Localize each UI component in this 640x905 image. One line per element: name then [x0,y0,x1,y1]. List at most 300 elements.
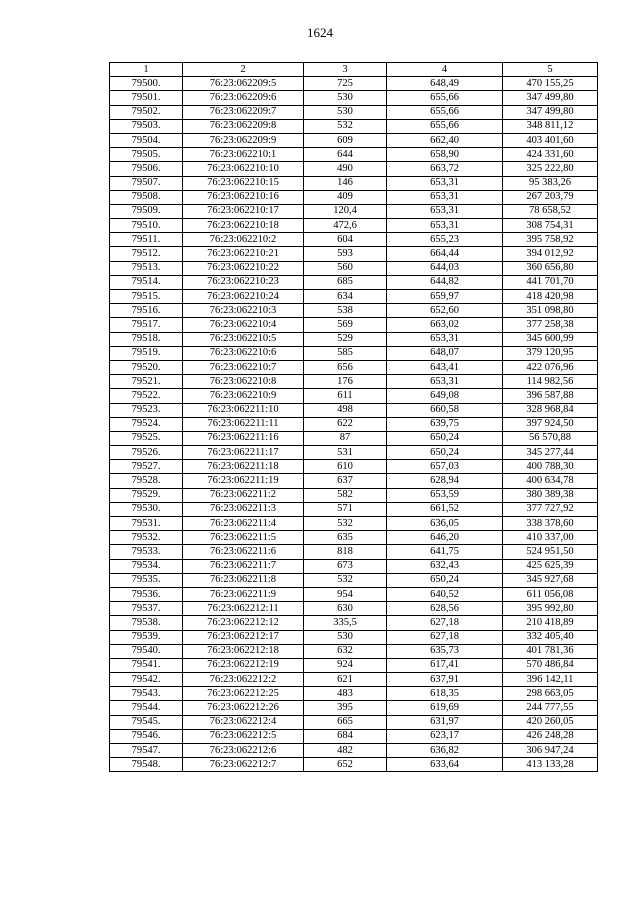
row-number-cell: 79543. [110,687,183,701]
cadastral-number-cell: 76:23:062212:12 [183,616,304,630]
table-row [110,545,598,559]
table-row [110,176,598,190]
rate-cell: 659,97 [387,290,503,304]
row-number-cell: 79508. [110,190,183,204]
cadastral-number-cell: 76:23:062210:7 [183,360,304,374]
table-row [110,502,598,516]
row-number-cell: 79533. [110,545,183,559]
value-cell: 298 663,05 [503,687,598,701]
table-row [110,304,598,318]
row-number-cell: 79500. [110,77,183,91]
cadastral-number-cell: 76:23:062211:3 [183,502,304,516]
rate-cell: 653,31 [387,190,503,204]
area-cell: 593 [304,247,387,261]
area-cell: 622 [304,417,387,431]
value-cell: 394 012,92 [503,247,598,261]
cadastral-number-cell: 76:23:062210:15 [183,176,304,190]
area-cell: 604 [304,233,387,247]
cadastral-number-cell: 76:23:062210:22 [183,261,304,275]
table-row [110,162,598,176]
cadastral-number-cell: 76:23:062210:18 [183,219,304,233]
cadastral-number-cell: 76:23:062212:7 [183,758,304,772]
table-row [110,247,598,261]
cadastral-number-cell: 76:23:062210:16 [183,190,304,204]
cadastral-number-cell: 76:23:062210:2 [183,233,304,247]
table-row [110,673,598,687]
rate-cell: 644,82 [387,275,503,289]
rate-cell: 655,66 [387,105,503,119]
area-cell: 582 [304,488,387,502]
table-row [110,389,598,403]
rate-cell: 658,90 [387,148,503,162]
cadastral-number-cell: 76:23:062211:6 [183,545,304,559]
rate-cell: 653,31 [387,204,503,218]
table-row [110,417,598,431]
area-cell: 652 [304,758,387,772]
column-header: 1 [110,63,183,77]
table-row [110,290,598,304]
row-number-cell: 79538. [110,616,183,630]
area-cell: 560 [304,261,387,275]
row-number-cell: 79519. [110,346,183,360]
area-cell: 335,5 [304,616,387,630]
table-row [110,573,598,587]
cadastral-number-cell: 76:23:062210:23 [183,275,304,289]
row-number-cell: 79501. [110,91,183,105]
table-row [110,715,598,729]
area-cell: 532 [304,573,387,587]
area-cell: 498 [304,403,387,417]
value-cell: 347 499,80 [503,105,598,119]
cadastral-number-cell: 76:23:062212:2 [183,673,304,687]
row-number-cell: 79517. [110,318,183,332]
page-number: 1624 [307,25,333,40]
area-cell: 673 [304,559,387,573]
area-cell: 656 [304,360,387,374]
table-row [110,148,598,162]
area-cell: 529 [304,332,387,346]
row-number-cell: 79541. [110,658,183,672]
row-number-cell: 79548. [110,758,183,772]
area-cell: 409 [304,190,387,204]
table-row [110,729,598,743]
cadastral-number-cell: 76:23:062211:18 [183,460,304,474]
area-cell: 532 [304,119,387,133]
table-row [110,346,598,360]
cadastral-number-cell: 76:23:062209:8 [183,119,304,133]
rate-cell: 655,66 [387,91,503,105]
cadastral-number-cell: 76:23:062211:19 [183,474,304,488]
value-cell: 267 203,79 [503,190,598,204]
cadastral-number-cell: 76:23:062212:26 [183,701,304,715]
table-body [110,63,598,772]
rate-cell: 653,31 [387,176,503,190]
value-cell: 338 378,60 [503,517,598,531]
area-cell: 632 [304,644,387,658]
cadastral-number-cell: 76:23:062212:25 [183,687,304,701]
row-number-cell: 79539. [110,630,183,644]
cadastral-number-cell: 76:23:062212:18 [183,644,304,658]
area-cell: 685 [304,275,387,289]
row-number-cell: 79537. [110,602,183,616]
cadastral-number-cell: 76:23:062210:10 [183,162,304,176]
rate-cell: 632,43 [387,559,503,573]
cadastral-number-cell: 76:23:062212:6 [183,744,304,758]
value-cell: 396 587,88 [503,389,598,403]
area-cell: 818 [304,545,387,559]
table-row [110,687,598,701]
row-number-cell: 79515. [110,290,183,304]
table-row [110,446,598,460]
row-number-cell: 79528. [110,474,183,488]
column-header: 4 [387,63,503,77]
table-row [110,644,598,658]
cadastral-number-cell: 76:23:062211:8 [183,573,304,587]
data-table [109,62,598,772]
rate-cell: 663,72 [387,162,503,176]
cadastral-number-cell: 76:23:062211:2 [183,488,304,502]
area-cell: 634 [304,290,387,304]
rate-cell: 650,24 [387,446,503,460]
table-row [110,403,598,417]
row-number-cell: 79511. [110,233,183,247]
row-number-cell: 79521. [110,375,183,389]
value-cell: 395 758,92 [503,233,598,247]
area-cell: 87 [304,431,387,445]
column-header: 2 [183,63,304,77]
area-cell: 621 [304,673,387,687]
table-row [110,275,598,289]
rate-cell: 661,52 [387,502,503,516]
area-cell: 490 [304,162,387,176]
column-header: 3 [304,63,387,77]
value-cell: 611 056,08 [503,587,598,601]
value-cell: 570 486,84 [503,658,598,672]
rate-cell: 649,08 [387,389,503,403]
table-row [110,559,598,573]
area-cell: 395 [304,701,387,715]
rate-cell: 627,18 [387,616,503,630]
table-row [110,119,598,133]
cadastral-number-cell: 76:23:062210:1 [183,148,304,162]
rate-cell: 653,59 [387,488,503,502]
value-cell: 425 625,39 [503,559,598,573]
area-cell: 635 [304,531,387,545]
cadastral-number-cell: 76:23:062209:5 [183,77,304,91]
row-number-cell: 79523. [110,403,183,417]
area-cell: 176 [304,375,387,389]
row-number-cell: 79503. [110,119,183,133]
table-row [110,616,598,630]
table-row [110,375,598,389]
table-row [110,602,598,616]
cadastral-number-cell: 76:23:062209:9 [183,133,304,147]
value-cell: 56 570,88 [503,431,598,445]
rate-cell: 664,44 [387,247,503,261]
row-number-cell: 79505. [110,148,183,162]
value-cell: 95 383,26 [503,176,598,190]
row-number-cell: 79504. [110,133,183,147]
area-cell: 609 [304,133,387,147]
value-cell: 420 260,05 [503,715,598,729]
table-row [110,701,598,715]
cadastral-number-cell: 76:23:062212:5 [183,729,304,743]
cadastral-number-cell: 76:23:062210:21 [183,247,304,261]
table-row [110,431,598,445]
value-cell: 244 777,55 [503,701,598,715]
table-row [110,133,598,147]
value-cell: 524 951,50 [503,545,598,559]
row-number-cell: 79516. [110,304,183,318]
rate-cell: 653,31 [387,375,503,389]
row-number-cell: 79546. [110,729,183,743]
table-row [110,77,598,91]
rate-cell: 635,73 [387,644,503,658]
value-cell: 351 098,80 [503,304,598,318]
rate-cell: 636,05 [387,517,503,531]
column-header: 5 [503,63,598,77]
cadastral-number-cell: 76:23:062210:6 [183,346,304,360]
row-number-cell: 79518. [110,332,183,346]
value-cell: 377 258,38 [503,318,598,332]
area-cell: 637 [304,474,387,488]
row-number-cell: 79547. [110,744,183,758]
rate-cell: 639,75 [387,417,503,431]
value-cell: 348 811,12 [503,119,598,133]
row-number-cell: 79526. [110,446,183,460]
table-row [110,630,598,644]
area-cell: 146 [304,176,387,190]
cadastral-number-cell: 76:23:062210:17 [183,204,304,218]
table-row [110,318,598,332]
cadastral-number-cell: 76:23:062211:16 [183,431,304,445]
value-cell: 379 120,95 [503,346,598,360]
area-cell: 924 [304,658,387,672]
cadastral-number-cell: 76:23:062210:8 [183,375,304,389]
area-cell: 472,6 [304,219,387,233]
table-row [110,204,598,218]
cadastral-number-cell: 76:23:062211:4 [183,517,304,531]
area-cell: 571 [304,502,387,516]
cadastral-number-cell: 76:23:062210:4 [183,318,304,332]
row-number-cell: 79529. [110,488,183,502]
table-row [110,460,598,474]
rate-cell: 648,49 [387,77,503,91]
rate-cell: 648,07 [387,346,503,360]
rate-cell: 663,02 [387,318,503,332]
cadastral-number-cell: 76:23:062212:19 [183,658,304,672]
area-cell: 530 [304,105,387,119]
value-cell: 332 405,40 [503,630,598,644]
table-row [110,190,598,204]
row-number-cell: 79502. [110,105,183,119]
cadastral-number-cell: 76:23:062212:11 [183,602,304,616]
rate-cell: 627,18 [387,630,503,644]
value-cell: 345 600,99 [503,332,598,346]
rate-cell: 657,03 [387,460,503,474]
value-cell: 78 658,52 [503,204,598,218]
row-number-cell: 79522. [110,389,183,403]
rate-cell: 650,24 [387,573,503,587]
value-cell: 410 337,00 [503,531,598,545]
row-number-cell: 79513. [110,261,183,275]
value-cell: 380 389,38 [503,488,598,502]
value-cell: 400 788,30 [503,460,598,474]
value-cell: 114 982,56 [503,375,598,389]
area-cell: 538 [304,304,387,318]
area-cell: 630 [304,602,387,616]
area-cell: 482 [304,744,387,758]
rate-cell: 617,41 [387,658,503,672]
row-number-cell: 79535. [110,573,183,587]
row-number-cell: 79545. [110,715,183,729]
value-cell: 325 222,80 [503,162,598,176]
rate-cell: 636,82 [387,744,503,758]
row-number-cell: 79536. [110,587,183,601]
area-cell: 531 [304,446,387,460]
rate-cell: 644,03 [387,261,503,275]
table-row [110,332,598,346]
value-cell: 426 248,28 [503,729,598,743]
rate-cell: 628,94 [387,474,503,488]
row-number-cell: 79520. [110,360,183,374]
cadastral-number-cell: 76:23:062210:9 [183,389,304,403]
row-number-cell: 79544. [110,701,183,715]
table-row [110,219,598,233]
value-cell: 413 133,28 [503,758,598,772]
value-cell: 424 331,60 [503,148,598,162]
area-cell: 530 [304,91,387,105]
area-cell: 665 [304,715,387,729]
value-cell: 401 781,36 [503,644,598,658]
area-cell: 569 [304,318,387,332]
rate-cell: 631,97 [387,715,503,729]
table-row [110,105,598,119]
rate-cell: 646,20 [387,531,503,545]
row-number-cell: 79512. [110,247,183,261]
row-number-cell: 79509. [110,204,183,218]
cadastral-number-cell: 76:23:062212:17 [183,630,304,644]
value-cell: 418 420,98 [503,290,598,304]
rate-cell: 643,41 [387,360,503,374]
rate-cell: 641,75 [387,545,503,559]
cadastral-number-cell: 76:23:062211:5 [183,531,304,545]
row-number-cell: 79527. [110,460,183,474]
value-cell: 377 727,92 [503,502,598,516]
area-cell: 684 [304,729,387,743]
cadastral-number-cell: 76:23:062211:11 [183,417,304,431]
table-row [110,488,598,502]
rate-cell: 628,56 [387,602,503,616]
cadastral-number-cell: 76:23:062209:6 [183,91,304,105]
value-cell: 308 754,31 [503,219,598,233]
table-row [110,587,598,601]
cadastral-number-cell: 76:23:062211:17 [183,446,304,460]
area-cell: 585 [304,346,387,360]
table-row [110,744,598,758]
area-cell: 120,4 [304,204,387,218]
table-row [110,261,598,275]
value-cell: 328 968,84 [503,403,598,417]
rate-cell: 653,31 [387,332,503,346]
area-cell: 532 [304,517,387,531]
rate-cell: 623,17 [387,729,503,743]
value-cell: 422 076,96 [503,360,598,374]
row-number-cell: 79542. [110,673,183,687]
value-cell: 470 155,25 [503,77,598,91]
row-number-cell: 79525. [110,431,183,445]
cadastral-number-cell: 76:23:062211:9 [183,587,304,601]
value-cell: 397 924,50 [503,417,598,431]
rate-cell: 618,35 [387,687,503,701]
row-number-cell: 79534. [110,559,183,573]
table-row [110,91,598,105]
value-cell: 396 142,11 [503,673,598,687]
value-cell: 395 992,80 [503,602,598,616]
row-number-cell: 79507. [110,176,183,190]
cadastral-number-cell: 76:23:062210:5 [183,332,304,346]
table-row [110,474,598,488]
area-cell: 725 [304,77,387,91]
value-cell: 403 401,60 [503,133,598,147]
table-row [110,758,598,772]
row-number-cell: 79506. [110,162,183,176]
rate-cell: 650,24 [387,431,503,445]
table-row [110,658,598,672]
rate-cell: 652,60 [387,304,503,318]
row-number-cell: 79540. [110,644,183,658]
rate-cell: 655,23 [387,233,503,247]
area-cell: 483 [304,687,387,701]
rate-cell: 619,69 [387,701,503,715]
value-cell: 306 947,24 [503,744,598,758]
area-cell: 954 [304,587,387,601]
row-number-cell: 79514. [110,275,183,289]
rate-cell: 662,40 [387,133,503,147]
value-cell: 347 499,80 [503,91,598,105]
row-number-cell: 79524. [110,417,183,431]
cadastral-number-cell: 76:23:062211:7 [183,559,304,573]
value-cell: 360 656,80 [503,261,598,275]
value-cell: 345 277,44 [503,446,598,460]
area-cell: 610 [304,460,387,474]
table-row [110,360,598,374]
rate-cell: 653,31 [387,219,503,233]
row-number-cell: 79531. [110,517,183,531]
table-row [110,517,598,531]
area-cell: 644 [304,148,387,162]
cadastral-number-cell: 76:23:062211:10 [183,403,304,417]
cadastral-number-cell: 76:23:062209:7 [183,105,304,119]
cadastral-number-cell: 76:23:062212:4 [183,715,304,729]
value-cell: 400 634,78 [503,474,598,488]
value-cell: 210 418,89 [503,616,598,630]
area-cell: 611 [304,389,387,403]
cadastral-number-cell: 76:23:062210:24 [183,290,304,304]
row-number-cell: 79530. [110,502,183,516]
rate-cell: 655,66 [387,119,503,133]
rate-cell: 637,91 [387,673,503,687]
row-number-cell: 79510. [110,219,183,233]
value-cell: 441 701,70 [503,275,598,289]
table-header-row [110,63,598,77]
rate-cell: 633,64 [387,758,503,772]
row-number-cell: 79532. [110,531,183,545]
table-row [110,233,598,247]
rate-cell: 660,58 [387,403,503,417]
area-cell: 530 [304,630,387,644]
value-cell: 345 927,68 [503,573,598,587]
